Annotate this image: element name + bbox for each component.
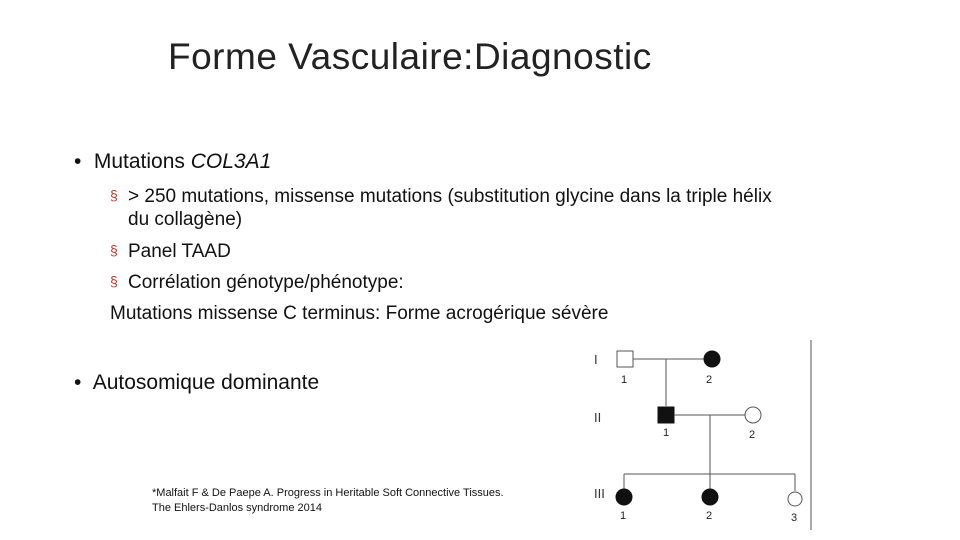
subitem-text: Panel TAAD [128,241,231,262]
pedigree-label: 3 [791,512,798,524]
bullet-dot: • [74,371,82,394]
square-bullet-icon: § [110,187,118,203]
pedigree-label: 1 [620,510,627,522]
citation-line2: The Ehlers-Danlos syndrome 2014 [152,502,322,514]
bullet-dot: • [74,150,82,173]
subitem-text: > 250 mutations, missense mutations (substitution glycine dans la triple hélix [128,186,772,207]
pedigree-svg [586,340,812,530]
pedigree-male-affected [658,407,674,423]
subitem-text: du collagène) [128,209,243,230]
pedigree-label: 1 [621,374,628,386]
pedigree-female-unaffected [788,492,802,506]
square-bullet-icon: § [110,273,118,289]
bullet-autosomique-text: Autosomique dominante [92,371,320,394]
slide-title: Forme Vasculaire:Diagnostic [168,36,652,77]
bullet-mutations-prefix: Mutations [93,150,191,173]
bullet-autosomique [74,371,319,395]
subitem-mutations-count [110,185,772,207]
pedigree-female-affected [702,489,718,505]
generation-label-2: II [594,410,602,425]
pedigree-male-unaffected [617,351,633,367]
pedigree-female-affected [616,489,632,505]
square-bullet-icon: § [110,242,118,258]
pedigree-label: 2 [706,374,713,386]
gene-name: COL3A1 [190,150,272,173]
generation-label-3: III [594,486,605,501]
citation-line1: *Malfait F & De Paepe A. Progress in Heritable Soft Connective Tissues. [152,487,504,499]
pedigree-label: 2 [749,429,756,441]
plain-line-missense: Mutations missense C terminus: Forme acrogérique sévère [110,303,609,324]
pedigree-female-affected [704,351,720,367]
subitem-mutations-count-cont [128,209,242,230]
subitem-panel-taad [110,240,231,262]
pedigree-female-unaffected [745,407,761,423]
citation [152,486,504,516]
pedigree-label: 1 [663,427,670,439]
subitem-text: Corrélation génotype/phénotype: [128,272,404,293]
pedigree-label: 2 [706,510,713,522]
bullet-mutations [74,150,271,174]
subitem-correlation [110,271,404,293]
generation-label-1: I [594,352,598,367]
pedigree-chart [586,340,812,530]
